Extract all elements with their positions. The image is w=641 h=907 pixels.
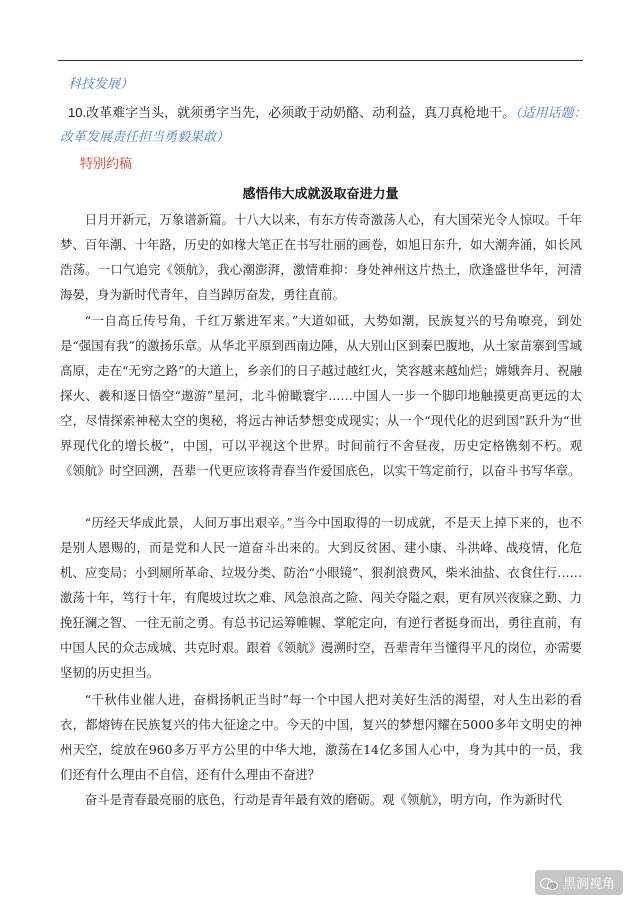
- article-paragraph-4: “千秋伟业催人进，奋楫扬帆正当时”每一个中国人把对美好生活的渴望，对人生出彩的看衣，都熔铸在民族复兴的伟大征途之中。今天的中国，复兴的梦想闪耀在5000多年文明史的神州天空，绽放在960多万平方公里的中华大地，激荡在14亿多国人心中，身为其中的一员，我们还有什么理由不自信，还有什么理由不奋进？: [60, 692, 582, 782]
- item-10: [68, 104, 587, 123]
- article-paragraph-5: 奋斗是青春最亮丽的底色，行动是青年最有效的磨砺。观《领航》，明方向，作为新时代: [84, 792, 562, 807]
- item-10-text: 10.改革难字当头，就须勇字当先，必须敢于动奶酪、动利益，真刀真枪地干。: [68, 105, 516, 120]
- source-watermark: [535, 870, 623, 895]
- header-divider: [58, 60, 583, 61]
- watermark-text: 黑洞视角: [562, 876, 615, 891]
- wechat-icon: [540, 876, 558, 890]
- article-title: 感悟伟大成就汲取奋进力量: [242, 186, 399, 201]
- article-paragraph-1: 日月开新元，万象谱新篇。十八大以来，有东方传奇激荡人心，有大国荣光令人惊叹。千年梦、百年潮、十年路，历史的如椽大笔正在书写壮丽的画卷，如旭日东升，如大潮奔涌，如长风浩荡。一口气追完《领航》，我心潮澎湃，激情难抑：身处神州这片热土，欣逢盛世华年，河清海晏，身为新时代青年，自当踔厉奋发，勇往直前。: [60, 212, 582, 302]
- section-label: 特别约稿: [80, 156, 133, 171]
- item-10-topic: 改革发展责任担当勇毅果敢）: [60, 129, 230, 144]
- article-paragraph-3: “历经天华成此景，人间万事出艰辛。”当今中国取得的一切成就，不是天上掉下来的，也不是别人恩赐的，而是党和人民一道奋斗出来的。大到反贫困、建小康、斗洪峰、战疫情，化危机、应变局；小到厕所革命、垃圾分类、防治“小眼镜”、狠刹浪费风，柴米油盐、衣食住行……激荡十年，笃行十年，有爬坡过坎之难、风急浪高之险、闯关夺隘之艰，更有夙兴夜寐之勤、力挽狂澜之智、一往无前之勇。有总书记运筹帷幄、掌舵定向，有逆行者挺身而出，勇往直前，有中国人民的众志成城、共克时艰。跟着《领航》漫溯时空，吾辈青年当懂得平凡的岗位，亦需要坚韧的历史担当。: [60, 515, 582, 680]
- previous-topic-tail: 科技发展）: [68, 76, 134, 91]
- article-paragraph-2: “一自高丘传号角，千红万紫进军来。”大道如砥，大势如潮，民族复兴的号角嘹亮，到处是“强国有我”的激扬乐章。从华北平原到西南边陲，从大别山区到秦巴腹地，从土家苗寨到雪域高原，走在“无穷之路”的大道上，乡亲们的日子越过越红火，笑容越来越灿烂；嫦娥奔月、祝融探火、羲和逐日悟空“遨游”星河，北斗俯瞰寰宇……中国人一步一个脚印地触摸更高更远的太空，尽情探索神秘太空的奥秘，将远古神话梦想变成现实；从一个“现代化的迟到国”跃升为“世界现代化的增长极”，中国，可以平视这个世界。时间前行不舍昼夜，历史定格镌刻不朽。观《领航》时空回溯，吾辈一代更应该将青春当作爱国底色，以实干笃定前行，以奋斗书写华章。: [60, 313, 582, 478]
- item-10-topic-open: （适用话题：: [515, 105, 587, 120]
